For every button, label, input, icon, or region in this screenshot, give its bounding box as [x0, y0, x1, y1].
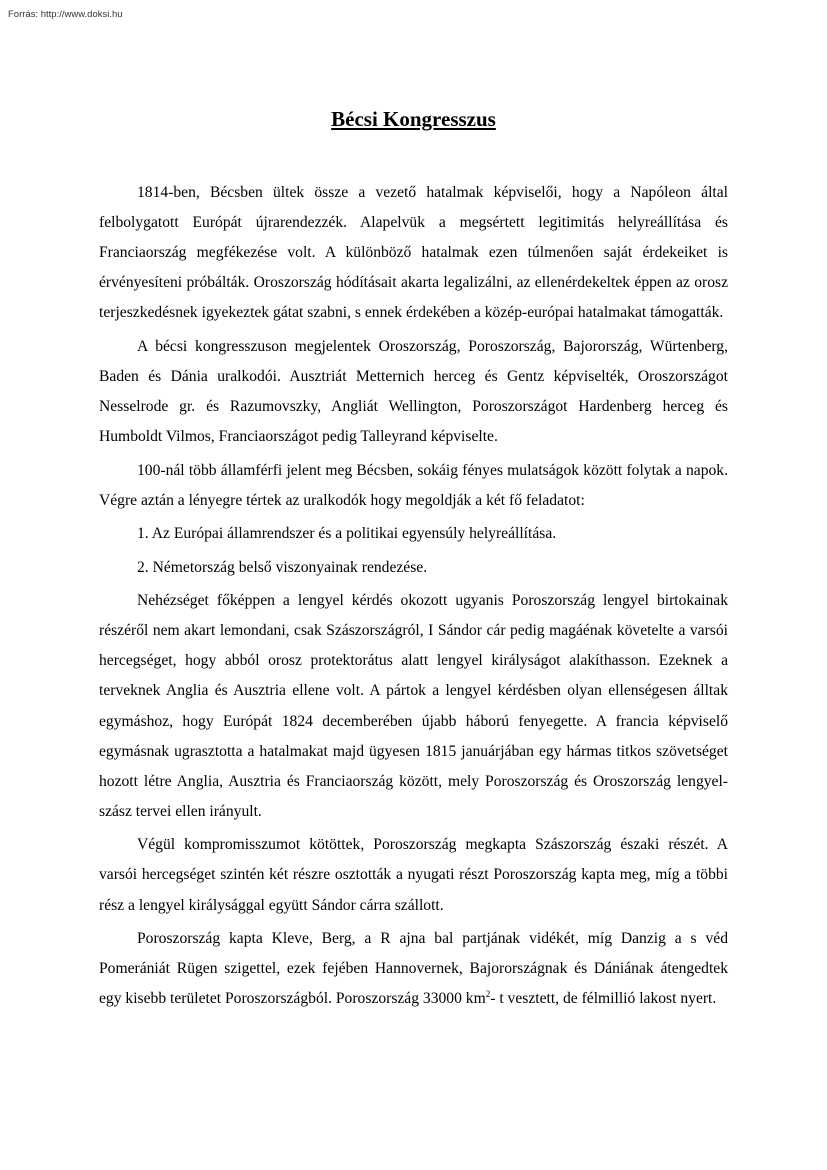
paragraph-6 [99, 924, 728, 1014]
list-item-1: 1. Az Európai államrendszer és a politikai egyensúly helyreállítása. [137, 525, 557, 543]
source-url: Forrás: http://www.doksi.hu [8, 9, 123, 20]
paragraph-5: Végül kompromisszumot kötöttek, Poroszország megkapta Szászország északi részét. A varsói hercegséget szintén két részre osztották a nyugati részt Poroszország kapta meg, míg a többi rész a lengyel királysággal együtt Sándor cárra szállott. [99, 836, 728, 914]
paragraph-1: 1814-ben, Bécsben ültek össze a vezető hatalmak képviselői, hogy a Napóleon által felbolygatott Európát újrarendezzék. Alapelvük a megsértett legitimitás helyreállítása és Franciaország megfékezése volt. A különböző hatalmak ezen túlmenően saját érdekeiket is érvényesíteni próbálták. Oroszország hódításait akarta legalizálni, az ellenérdekeltek éppen az orosz terjeszkedésnek igyekeztek gátat szabni, s ennek érdekében a közép-európai hatalmakat támogatták. [99, 184, 728, 322]
document-body [99, 178, 728, 1018]
paragraph-2: A bécsi kongresszuson megjelentek Oroszország, Poroszország, Bajorország, Würtenberg, Baden és Dánia uralkodói. Ausztriát Metternich herceg és Gentz képviselték, Oroszországot Nesselrode gr. és Razumovszky, Angliát Wellington, Poroszországot Hardenberg herceg és Humboldt Vilmos, Franciaországot pedig Talleyrand képviselte. [99, 337, 728, 446]
paragraph-3: 100-nál több államférfi jelent meg Bécsben, sokáig fényes mulatságok között folytak a napok. Végre aztán a lényegre tértek az uralkodók hogy megoldják a két fő feladatot: [99, 461, 728, 509]
paragraph-6-text-end: - t vesztett, de félmillió lakost nyert. [490, 990, 717, 1008]
page-title: Bécsi Kongresszus [331, 107, 496, 131]
paragraph-6-text-start: Poroszország kapta Kleve, Berg, a R ajna bal partjának vidékét, míg Danzig a s véd Pomerániát Rügen szigettel, ezek fejében Hannovernek, Bajorországnak és Dániának átengedtek egy kisebb területet Poroszországból. Poroszország 33000 km [99, 929, 728, 1008]
superscript-exponent: 2 [485, 989, 491, 1000]
paragraph-4: Nehézséget főképpen a lengyel kérdés okozott ugyanis Poroszország lengyel birtokainak részéről nem akart lemondani, csak Szászországról, I Sándor cár pedig magáénak követelte a varsói hercegséget, hogy abból orosz protektorátus alatt lengyel királyságot alakíthasson. Ezeknek a terveknek Anglia és Ausztria ellene volt. A pártok a lengyel kérdésben olyan ellenségesen álltak egymáshoz, hogy Európát 1824 decemberében újabb háború fenyegette. A francia képviselő egymásnak ugrasztotta a hatalmakat majd ügyesen 1815 januárjában egy hármas titkos szövetséget hozott létre Anglia, Ausztria és Franciaország között, mely Poroszország és Oroszország lengyel-szász tervei ellen irányult. [99, 592, 728, 820]
list-item-2: 2. Németország belső viszonyainak rendezése. [137, 558, 428, 576]
